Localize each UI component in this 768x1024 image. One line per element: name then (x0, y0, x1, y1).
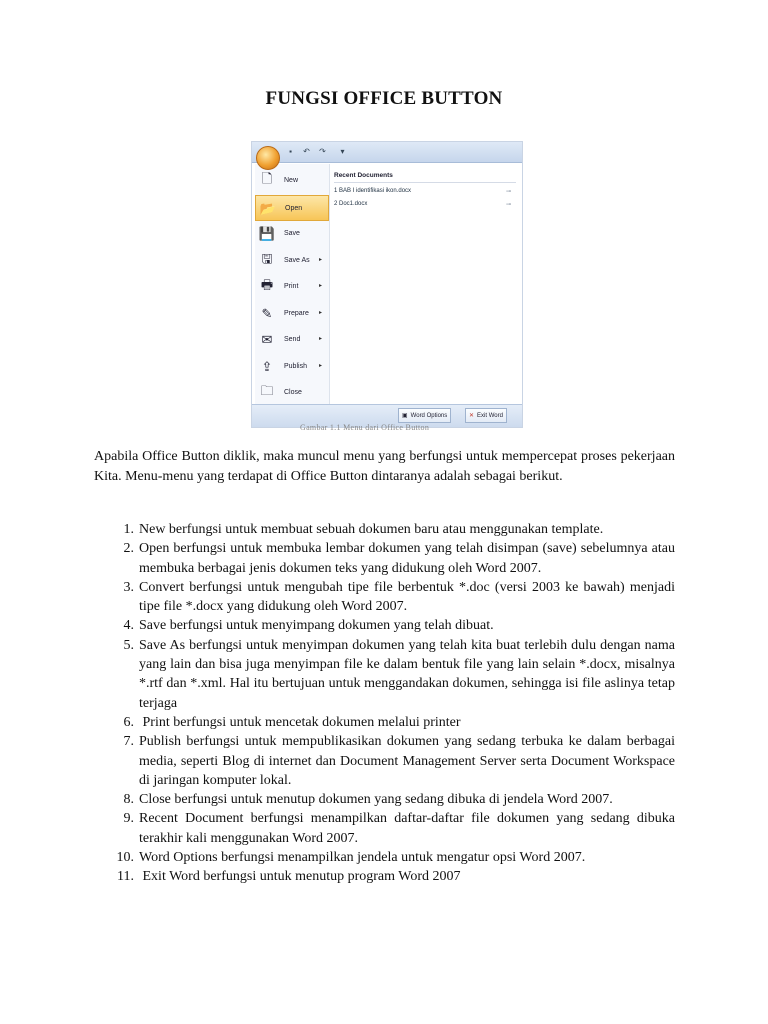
menu-item-save-as (255, 248, 329, 274)
customize-dropdown-icon: ▾ (340, 147, 345, 156)
options-icon: ▣ (402, 413, 408, 419)
submenu-arrow-icon: ▸ (319, 283, 323, 289)
recent-document-item: 1 BAB I identifikasi ikon.docx (334, 188, 412, 194)
menu-item-publish (255, 354, 329, 380)
close-folder-icon: 🗀 (260, 382, 274, 398)
list-number: 1. (123, 522, 134, 537)
list-item (94, 732, 679, 790)
list-item (94, 520, 675, 539)
list-text: Save As berfungsi untuk menyimpan dokumen yang telah kita buat terlebih dulu dengan nama yang lain dan bisa juga menyimpan file ke dalam bentuk file yang lain selain *.docx, misalnya *.rtf dan *.xml. Hal itu bertujuan untuk menggandakan dokumen, sehingga isi file aslinya tetap terjaga (139, 637, 679, 711)
recent-documents-heading: Recent Documents (334, 172, 393, 179)
list-item (94, 848, 675, 867)
menu-item-send (255, 327, 329, 353)
figure-caption: Gambar 1.1 Menu dari Office Button (300, 423, 430, 432)
function-list (94, 520, 679, 887)
publish-icon: ⇪ (261, 358, 273, 374)
recent-documents-panel (330, 164, 521, 407)
office-menu (255, 164, 330, 407)
send-icon: ✉ (261, 331, 273, 347)
list-number: 8. (123, 792, 134, 808)
list-number: 10. (116, 850, 134, 866)
menu-item-label: Publish (284, 363, 307, 370)
list-text: Convert berfungsi untuk mengubah tipe file berbentuk *.doc (versi 2003 ke bawah) menjadi tipe file *.docx yang didukung oleh Word 2007. (139, 579, 679, 615)
list-number: 11. (117, 869, 134, 885)
list-number: 9. (123, 811, 134, 827)
list-item (94, 539, 679, 578)
list-number: 6. (123, 714, 134, 730)
divider (334, 182, 516, 183)
recent-document-item: 2 Doc1.docx (334, 201, 368, 207)
list-text: Open berfungsi untuk membuka lembar dokumen yang telah disimpan (save) sebelumnya atau membuka berbagai jenis dokumen teks yang didukung oleh Word 2007. (139, 541, 679, 576)
word-options-button: ▣ Word Options (398, 408, 451, 423)
list-item (94, 578, 679, 617)
office-button-icon (256, 146, 280, 170)
exit-word-button: ✕ Exit Word (465, 408, 507, 423)
list-number: 3. (123, 579, 134, 595)
pin-icon: ⊸ (506, 202, 512, 208)
menu-item-label: New (284, 177, 299, 184)
printer-icon: 🖶 (260, 276, 274, 292)
menu-item-label: Print (284, 283, 299, 290)
office-button-screenshot (251, 141, 523, 428)
submenu-arrow-icon: ▸ (319, 310, 323, 316)
list-text: Print berfungsi untuk mencetak dokumen melalui printer (139, 714, 461, 730)
menu-item-label: Prepare (284, 310, 309, 317)
menu-item-new (255, 168, 329, 194)
quick-access-toolbar (252, 142, 522, 163)
new-document-icon: 🗋 (261, 170, 273, 186)
list-item (94, 636, 679, 713)
submenu-arrow-icon: ▸ (319, 257, 323, 263)
list-text: Publish berfungsi untuk mempublikasikan dokumen yang sedang terbuka ke dalam berbagai media, seperti Blog di internet dan Document Management Server serta Document Workspace di jaringan komputer lokal. (139, 734, 679, 788)
menu-item-label: Close (284, 389, 302, 396)
menu-item-save (255, 221, 329, 247)
submenu-arrow-icon: ▸ (319, 336, 323, 342)
list-item (94, 790, 675, 809)
save-disk-icon: 💾 (258, 225, 276, 241)
redo-icon: ↷ (319, 147, 326, 156)
save-icon: ▪ (289, 147, 292, 156)
menu-item-label: Save As (284, 257, 310, 264)
open-folder-icon: 📂 (259, 200, 277, 216)
close-icon: ✕ (469, 413, 475, 419)
submenu-arrow-icon: ▸ (319, 363, 323, 369)
list-item (94, 713, 675, 732)
menu-item-label: Open (285, 205, 303, 212)
list-item (94, 616, 675, 635)
list-text: Close berfungsi untuk menutup dokumen yang sedang dibuka di jendela Word 2007. (139, 792, 613, 808)
list-item (94, 809, 679, 848)
list-item (94, 867, 675, 886)
list-text: Recent Document berfungsi menampilkan daftar-daftar file dokumen yang sedang dibuka terakhir kali menggunakan Word 2007. (139, 811, 679, 846)
menu-item-prepare (255, 301, 329, 327)
menu-item-label: Save (284, 230, 300, 237)
menu-item-open (255, 195, 329, 221)
list-text: Word Options berfungsi menampilkan jendela untuk mengatur opsi Word 2007. (139, 850, 586, 866)
page-title: FUNGSI OFFICE BUTTON (265, 88, 503, 109)
menu-item-close (255, 380, 329, 406)
save-as-icon: 🖫 (261, 250, 273, 266)
list-number: 2. (123, 541, 134, 557)
list-number: 7. (123, 734, 134, 750)
menu-item-print (255, 274, 329, 300)
menu-item-label: Send (284, 336, 301, 343)
list-text: Exit Word berfungsi untuk menutup program Word 2007 (139, 869, 461, 885)
pin-icon: ⊸ (506, 189, 512, 195)
prepare-icon: ✎ (261, 305, 273, 321)
list-number: 4. (123, 618, 134, 634)
list-number: 5. (123, 637, 134, 653)
list-text: New berfungsi untuk membuat sebuah dokumen baru atau menggunakan template. (139, 522, 604, 537)
undo-icon: ↶ (303, 147, 310, 156)
list-text: Save berfungsi untuk menyimpang dokumen yang telah dibuat. (139, 618, 494, 634)
intro-paragraph: Apabila Office Button diklik, maka muncul menu yang berfungsi untuk mempercepat proses pekerjaan Kita. Menu-menu yang terdapat di Office Button dintaranya adalah sebagai berikut. (94, 449, 675, 484)
